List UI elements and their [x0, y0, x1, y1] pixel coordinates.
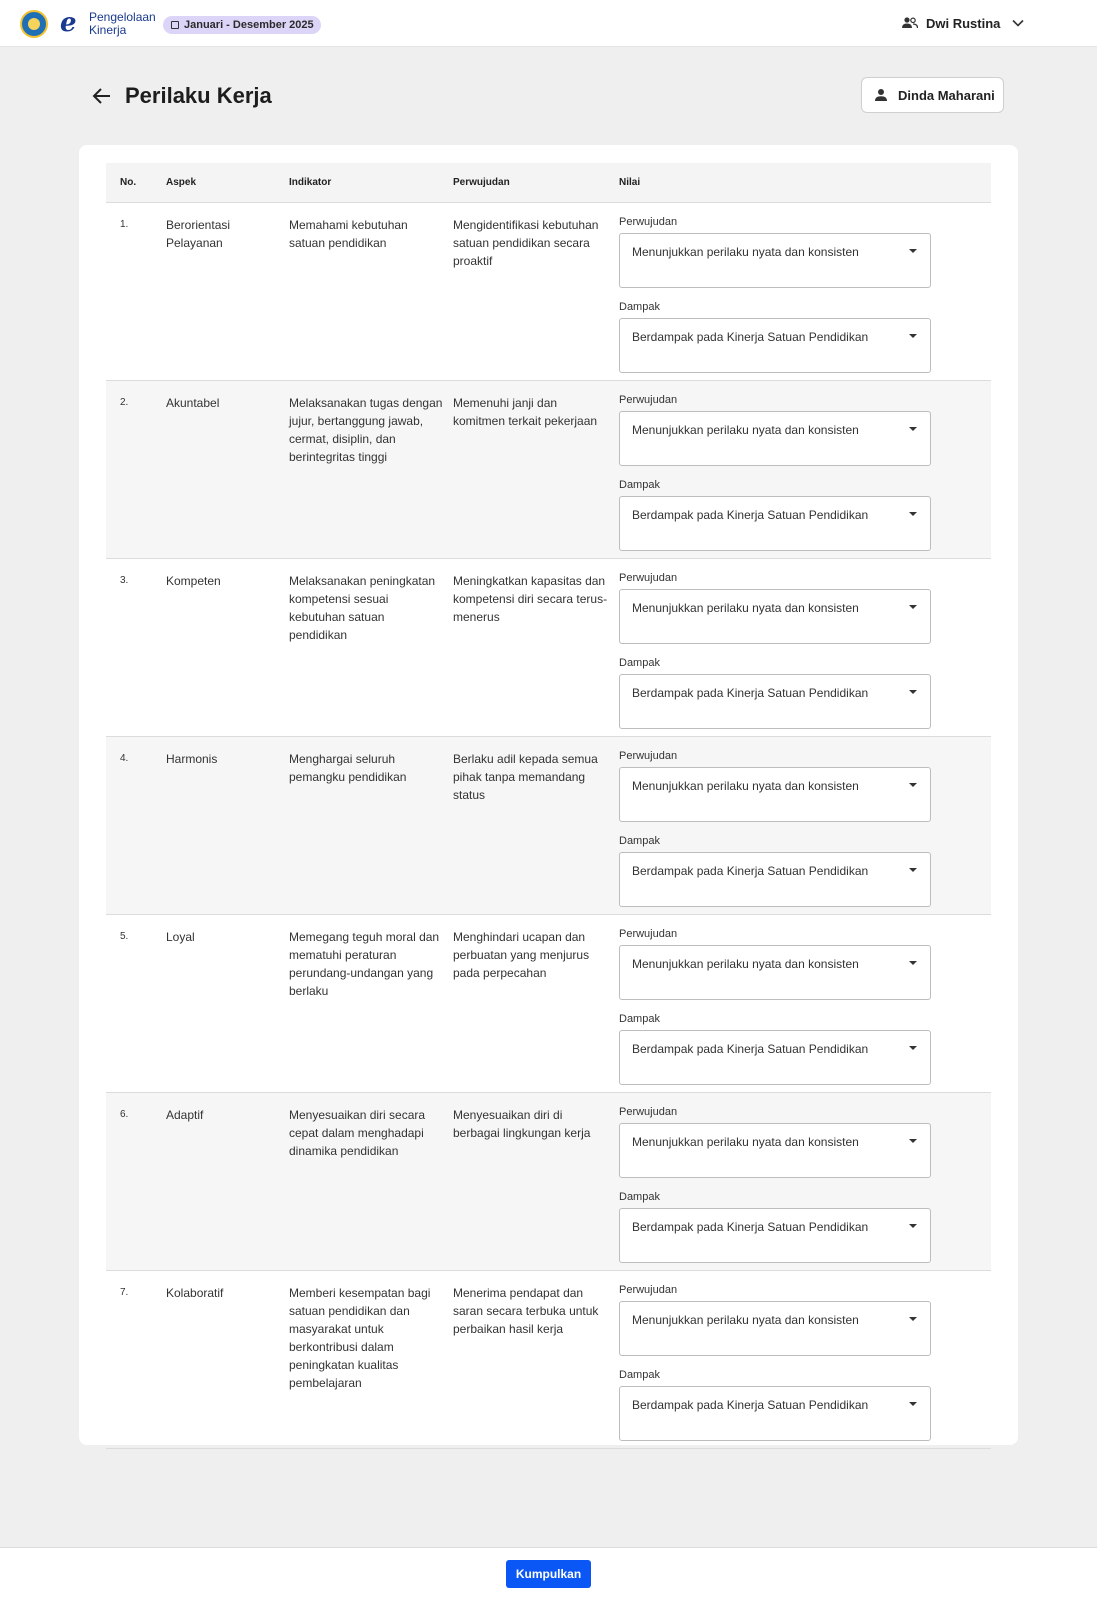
table-row	[106, 381, 991, 559]
app-name-line1: Pengelolaan	[89, 10, 156, 24]
perwujudan-select-value: Menunjukkan perilaku nyata dan konsisten	[632, 957, 859, 971]
table-row	[106, 203, 991, 381]
caret-down-icon	[909, 1224, 917, 1228]
row-nilai	[619, 381, 991, 558]
dampak-select-value: Berdampak pada Kinerja Satuan Pendidikan	[632, 1398, 869, 1412]
dampak-label: Dampak	[619, 1013, 660, 1025]
table-row	[106, 1093, 991, 1271]
dampak-label: Dampak	[619, 657, 660, 669]
table-row	[106, 915, 991, 1093]
table-body	[106, 203, 991, 1449]
student-name: Dinda Maharani	[898, 87, 995, 103]
dampak-select-value: Berdampak pada Kinerja Satuan Pendidikan	[632, 508, 869, 522]
government-logo-icon	[20, 10, 48, 38]
perwujudan-label: Perwujudan	[619, 928, 678, 940]
app-name-line2: Kinerja	[89, 23, 127, 37]
row-indikator: Melaksanakan peningkatan kompetensi sesuai kebutuhan satuan pendidikan	[289, 574, 436, 642]
dampak-label: Dampak	[619, 1191, 660, 1203]
dampak-label: Dampak	[619, 835, 660, 847]
caret-down-icon	[909, 1139, 917, 1143]
row-nilai	[619, 559, 991, 736]
arrow-left-icon	[90, 84, 114, 108]
row-aspek: Harmonis	[166, 752, 218, 766]
row-indikator: Memahami kebutuhan satuan pendidikan	[289, 218, 408, 250]
dampak-label: Dampak	[619, 479, 660, 491]
dampak-select[interactable]	[619, 1386, 931, 1441]
dampak-label: Dampak	[619, 1369, 660, 1381]
dampak-select[interactable]	[619, 318, 931, 373]
caret-down-icon	[909, 1317, 917, 1321]
table-row	[106, 1271, 991, 1449]
dampak-select-value: Berdampak pada Kinerja Satuan Pendidikan	[632, 686, 869, 700]
perwujudan-select-value: Menunjukkan perilaku nyata dan konsisten	[632, 601, 859, 615]
caret-down-icon	[909, 1046, 917, 1050]
row-indikator: Melaksanakan tugas dengan jujur, bertanggung jawab, cermat, disiplin, dan berintegritas tinggi	[289, 396, 443, 464]
perwujudan-label: Perwujudan	[619, 394, 678, 406]
period-label: Januari - Desember 2025	[184, 19, 314, 31]
row-number: 5.	[120, 931, 129, 942]
column-header-nilai: Nilai	[619, 177, 641, 188]
user-menu[interactable]	[902, 13, 1024, 33]
chevron-down-icon	[1012, 19, 1024, 27]
caret-down-icon	[909, 961, 917, 965]
perwujudan-select[interactable]	[619, 945, 931, 1000]
row-indikator: Memegang teguh moral dan mematuhi peraturan perundang-undangan yang berlaku	[289, 930, 440, 998]
row-indikator: Menyesuaikan diri secara cepat dalam menghadapi dinamika pendidikan	[289, 1108, 426, 1158]
row-perwujudan: Berlaku adil kepada semua pihak tanpa memandang status	[453, 752, 598, 802]
row-aspek: Loyal	[166, 930, 195, 944]
submit-button[interactable]: Kumpulkan	[506, 1560, 591, 1588]
row-number: 6.	[120, 1109, 129, 1120]
table-row	[106, 737, 991, 915]
dampak-select[interactable]	[619, 1030, 931, 1085]
app-logo-icon[interactable]: e	[60, 8, 77, 38]
row-perwujudan: Meningkatkan kapasitas dan kompetensi diri secara terus-menerus	[453, 574, 608, 624]
row-number: 3.	[120, 575, 129, 586]
dampak-select-value: Berdampak pada Kinerja Satuan Pendidikan	[632, 1220, 869, 1234]
perwujudan-label: Perwujudan	[619, 750, 678, 762]
perwujudan-label: Perwujudan	[619, 1284, 678, 1296]
perwujudan-select-value: Menunjukkan perilaku nyata dan konsisten	[632, 779, 859, 793]
row-nilai	[619, 1271, 991, 1448]
perwujudan-select-value: Menunjukkan perilaku nyata dan konsisten	[632, 1135, 859, 1149]
footer-bar	[0, 1547, 1097, 1600]
row-perwujudan: Menghindari ucapan dan perbuatan yang menjurus pada perpecahan	[453, 930, 590, 980]
perwujudan-select[interactable]	[619, 589, 931, 644]
perwujudan-select-value: Menunjukkan perilaku nyata dan konsisten	[632, 245, 859, 259]
perwujudan-label: Perwujudan	[619, 572, 678, 584]
caret-down-icon	[909, 783, 917, 787]
dampak-select-value: Berdampak pada Kinerja Satuan Pendidikan	[632, 330, 869, 344]
table-header	[106, 163, 991, 203]
row-perwujudan: Menyesuaikan diri di berbagai lingkungan kerja	[453, 1108, 591, 1140]
column-header-indikator: Indikator	[289, 177, 332, 188]
column-header-perwujudan: Perwujudan	[453, 177, 510, 188]
dampak-select[interactable]	[619, 852, 931, 907]
row-aspek: Kolaboratif	[166, 1286, 224, 1300]
caret-down-icon	[909, 1402, 917, 1406]
top-navigation-bar	[0, 0, 1097, 47]
student-selector-button[interactable]	[861, 77, 1004, 113]
dampak-select[interactable]	[619, 1208, 931, 1263]
perwujudan-label: Perwujudan	[619, 216, 678, 228]
page-title: Perilaku Kerja	[125, 83, 272, 108]
period-badge	[163, 16, 321, 34]
column-header-aspek: Aspek	[166, 177, 197, 188]
perwujudan-select[interactable]	[619, 1301, 931, 1356]
caret-down-icon	[909, 334, 917, 338]
dampak-select[interactable]	[619, 674, 931, 729]
back-button[interactable]	[90, 84, 114, 108]
behavior-table	[106, 163, 991, 1449]
users-icon	[902, 17, 918, 29]
row-indikator: Menghargai seluruh pemangku pendidikan	[289, 752, 407, 784]
row-nilai	[619, 203, 991, 380]
caret-down-icon	[909, 605, 917, 609]
caret-down-icon	[909, 249, 917, 253]
row-aspek: Kompeten	[166, 574, 221, 588]
perwujudan-select[interactable]	[619, 233, 931, 288]
row-perwujudan: Mengidentifikasi kebutuhan satuan pendidikan secara proaktif	[453, 218, 599, 268]
dampak-select-value: Berdampak pada Kinerja Satuan Pendidikan	[632, 1042, 869, 1056]
perwujudan-select-value: Menunjukkan perilaku nyata dan konsisten	[632, 423, 859, 437]
row-nilai	[619, 1093, 991, 1270]
row-number: 4.	[120, 753, 129, 764]
row-nilai	[619, 737, 991, 914]
row-number: 7.	[120, 1287, 129, 1298]
row-indikator: Memberi kesempatan bagi satuan pendidikan dan masyarakat untuk berkontribusi dalam peningkatan kualitas pembelajaran	[289, 1286, 431, 1390]
dampak-label: Dampak	[619, 301, 660, 313]
caret-down-icon	[909, 512, 917, 516]
person-icon	[874, 88, 888, 102]
caret-down-icon	[909, 427, 917, 431]
perwujudan-label: Perwujudan	[619, 1106, 678, 1118]
perwujudan-select[interactable]	[619, 767, 931, 822]
calendar-icon	[171, 21, 179, 29]
dampak-select[interactable]	[619, 496, 931, 551]
dampak-select-value: Berdampak pada Kinerja Satuan Pendidikan	[632, 864, 869, 878]
app-name[interactable]	[89, 11, 156, 37]
row-nilai	[619, 915, 991, 1092]
perwujudan-select[interactable]	[619, 411, 931, 466]
row-aspek: Akuntabel	[166, 396, 220, 410]
caret-down-icon	[909, 690, 917, 694]
row-number: 2.	[120, 397, 129, 408]
perwujudan-select[interactable]	[619, 1123, 931, 1178]
caret-down-icon	[909, 868, 917, 872]
user-name: Dwi Rustina	[926, 15, 1001, 31]
row-number: 1.	[120, 219, 129, 230]
row-aspek: Adaptif	[166, 1108, 204, 1122]
row-perwujudan: Memenuhi janji dan komitmen terkait pekerjaan	[453, 396, 598, 428]
assessment-card	[79, 145, 1018, 1445]
perwujudan-select-value: Menunjukkan perilaku nyata dan konsisten	[632, 1313, 859, 1327]
row-aspek: Berorientasi Pelayanan	[166, 218, 231, 250]
row-perwujudan: Menerima pendapat dan saran secara terbuka untuk perbaikan hasil kerja	[453, 1286, 599, 1336]
table-row	[106, 559, 991, 737]
column-header-no: No.	[120, 177, 137, 188]
